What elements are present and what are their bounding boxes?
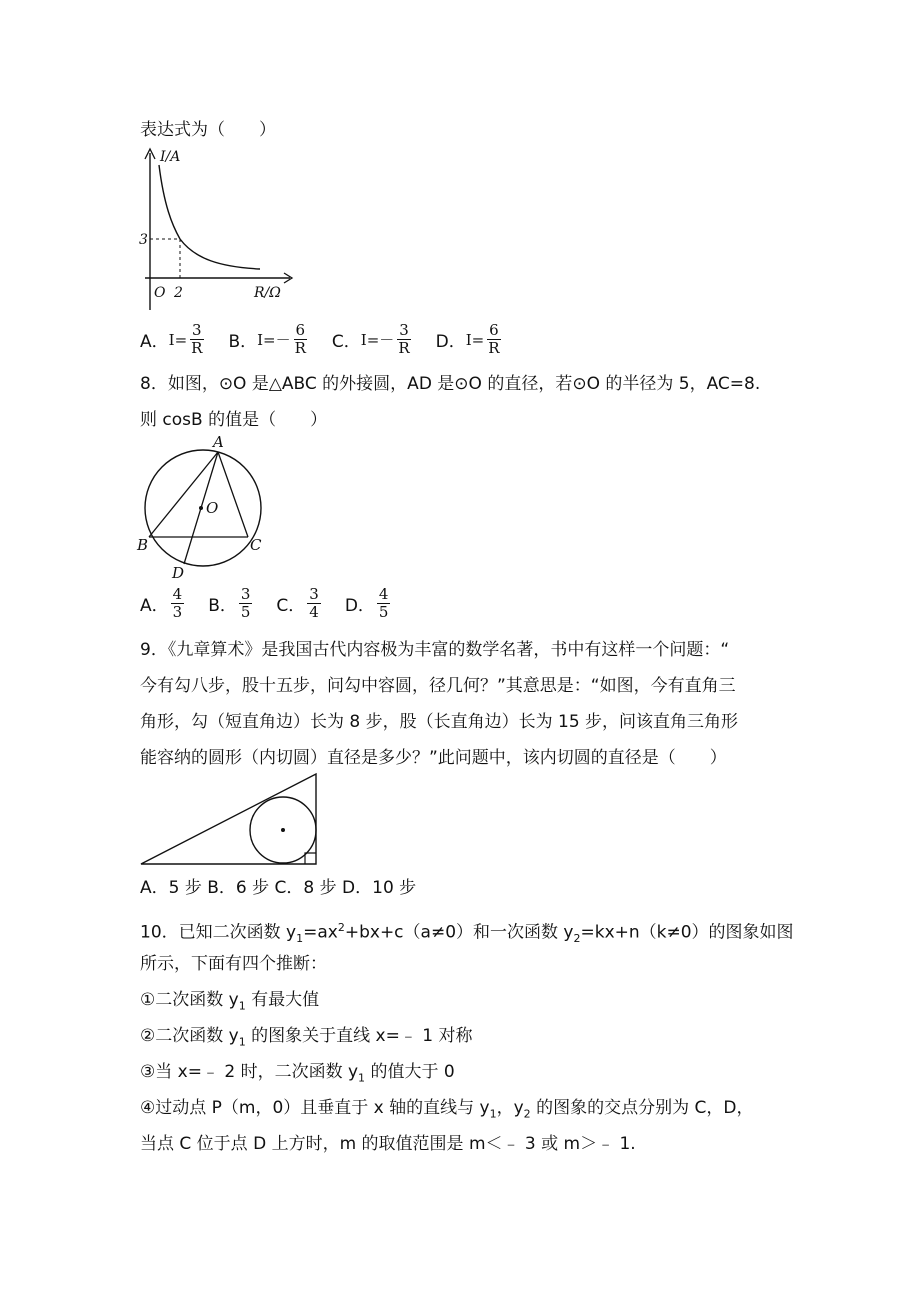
q9-triangle-figure: [138, 772, 320, 868]
q8-circle-figure: [137, 433, 268, 584]
y-axis-label: I/A: [160, 149, 181, 165]
fraction: $\frac{3}{4}$: [309, 585, 319, 621]
q9-line-4: 能容纳的圆形（内切圆）直径是多少？”此问题中，该内切圆的直径是（ ）: [140, 748, 727, 768]
center-point: [199, 506, 203, 510]
side-ac: [218, 452, 248, 537]
q8-option-c[interactable]: C． $\frac{3}{4}$: [276, 585, 319, 621]
q8-options: [140, 586, 414, 621]
fraction: $\frac{6}{R}$: [294, 321, 306, 357]
q9-line-2: 今有勾八步，股十五步，问勾中容圆，径几何？”其意思是：“如图，今有直角三: [140, 676, 736, 696]
q7-stem-tail: 表达式为（ ）: [140, 120, 276, 140]
right-angle-mark: [305, 853, 316, 864]
q9-options: A．5 步 B．6 步 C．8 步 D．10 步: [140, 878, 417, 898]
label-d: D: [172, 564, 185, 582]
q10-item-3: ③当 x=﹣ 2 时，二次函数 $y_1$ 的值大于 0: [140, 1062, 455, 1085]
q8-option-d[interactable]: D． $\frac{4}{5}$: [344, 585, 389, 621]
q8-option-a[interactable]: A． $\frac{4}{3}$: [140, 585, 183, 621]
q8-line-1: 8．如图，⊙O 是△ABC 的外接圆，AD 是⊙O 的直径，若⊙O 的半径为 5，AC=8.: [140, 374, 761, 394]
q10-item-4-line-2: 当点 C 位于点 D 上方时，m 的取值范围是 m＜﹣ 3 或 m＞﹣ 1.: [140, 1134, 636, 1154]
q9-line-3: 角形，勾（短直角边）长为 8 步，股（长直角边）长为 15 步，问该直角三角形: [140, 712, 739, 732]
q10-item-2: ②二次函数 $y_1$ 的图象关于直线 x=﹣ 1 对称: [140, 1026, 473, 1049]
label-b: B: [137, 536, 149, 554]
q9-line-1: 9．《九章算术》是我国古代内容极为丰富的数学名著，书中有这样一个问题：“: [140, 640, 730, 660]
fraction: $\frac{3}{R}$: [398, 321, 410, 357]
y-tick-label: 3: [139, 232, 148, 248]
fraction: $\frac{4}{5}$: [378, 585, 389, 621]
right-triangle: [141, 774, 316, 864]
q7-graph: [140, 145, 300, 315]
x-tick-label: 2: [174, 285, 183, 301]
side-ab: [149, 452, 218, 537]
label-a: A: [213, 433, 224, 451]
fraction: $\frac{3}{R}$: [191, 321, 203, 357]
x-axis-label: R/Ω: [254, 285, 281, 301]
q7-option-b[interactable]: B． I= － $\frac{6}{R}$: [228, 321, 306, 357]
q10-item-1: ①二次函数 $y_1$ 有最大值: [140, 990, 320, 1013]
label-c: C: [250, 536, 262, 554]
hyperbola-curve: [159, 165, 260, 269]
incircle-center: [281, 828, 285, 832]
q10-item-4: ④过动点 P（m，0）且垂直于 x 轴的直线与 $y_1$，$y_2$ 的图象的交点分别为 C，D，: [140, 1098, 754, 1121]
q7-option-c[interactable]: C． I= － $\frac{3}{R}$: [331, 321, 410, 357]
q7-option-d[interactable]: D． I= $\frac{6}{R}$: [435, 321, 500, 357]
q8-option-b[interactable]: B． $\frac{3}{5}$: [208, 585, 251, 621]
fraction: $\frac{6}{R}$: [488, 321, 500, 357]
q7-option-a[interactable]: A． I= $\frac{3}{R}$: [140, 321, 203, 357]
fraction: $\frac{4}{3}$: [172, 585, 183, 621]
q8-line-2: 则 cosB 的值是（ ）: [140, 410, 328, 430]
q10-line-2: 所示，下面有四个推断：: [140, 954, 327, 974]
q10-line-1: 10．已知二次函数 $y_1=ax^2+bx+c(a\ne 0)$和一次函数 $y_2=kx+n(k\ne 0)$的图象如图: [140, 921, 794, 946]
label-o: O: [206, 499, 219, 517]
fraction: $\frac{3}{5}$: [240, 585, 251, 621]
q7-options: [140, 322, 526, 357]
origin-label: O: [154, 285, 166, 301]
